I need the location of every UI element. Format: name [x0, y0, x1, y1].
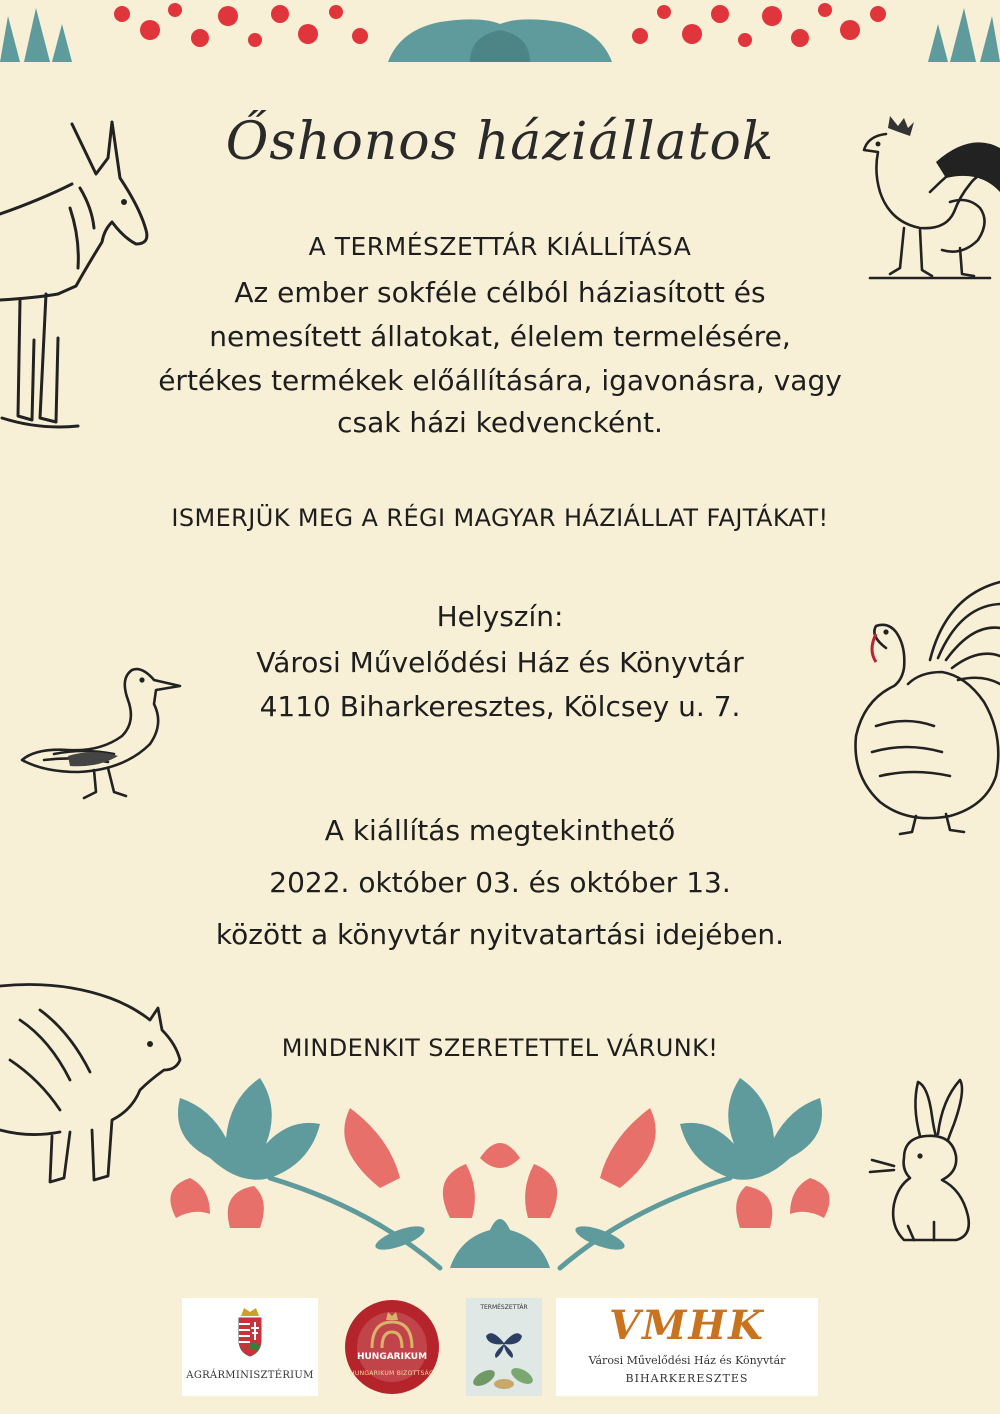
ministry-logo	[182, 1298, 318, 1396]
vmhk-mark: VMHK	[609, 1302, 765, 1349]
intro-line-4: csak házi kedvencként.	[337, 406, 663, 439]
rooster-hen-icon	[850, 112, 1000, 282]
schedule-line-1: A kiállítás megtekinthető	[324, 814, 676, 847]
book-title: TERMÉSZETTÁR	[480, 1304, 528, 1311]
hungarian-coat-of-arms-icon	[235, 1306, 265, 1358]
butterfly-icon	[484, 1328, 524, 1358]
exhibition-subtitle: A TERMÉSZETTÁR KIÁLLÍTÁSA	[308, 232, 692, 261]
book-cover-logo	[466, 1298, 542, 1396]
rabbit-icon	[864, 1076, 994, 1246]
vmhk-logo	[556, 1298, 818, 1396]
intro-line-1: Az ember sokféle célból háziasított és	[234, 276, 766, 309]
hungarikum-emblem-icon	[342, 1298, 442, 1396]
turkey-icon	[846, 576, 1000, 836]
hungarikum-label: HUNGARIKUM	[356, 1352, 428, 1362]
folk-flower-ornament	[150, 1068, 850, 1278]
donkey-icon	[0, 118, 160, 438]
venue-label: Helyszín:	[436, 600, 564, 633]
top-folk-border	[0, 0, 1000, 66]
poster-title: Őshonos háziállatok	[225, 112, 775, 172]
duck-icon	[14, 660, 184, 806]
venue-name: Városi Művelődési Ház és Könyvtár	[256, 646, 744, 679]
vmhk-name: Városi Művelődési Ház és Könyvtár	[588, 1354, 786, 1367]
intro-line-3: értékes termékek előállítására, igavonásra, vagy	[158, 364, 842, 397]
hungarikum-logo	[332, 1298, 452, 1396]
hungarikum-committee-label: HUNGARIKUM BIZOTTSÁG	[350, 1370, 434, 1377]
ministry-name: AGRÁRMINISZTÉRIUM	[186, 1370, 314, 1381]
call-to-action: ISMERJÜK MEG A RÉGI MAGYAR HÁZIÁLLAT FAJTÁKAT!	[171, 504, 829, 532]
intro-line-2: nemesített állatokat, élelem termelésére,	[209, 320, 791, 353]
venue-address: 4110 Biharkeresztes, Kölcsey u. 7.	[259, 690, 741, 723]
leaves-icon	[470, 1358, 538, 1392]
schedule-line-3: között a könyvtár nyitvatartási idejében.	[215, 918, 785, 951]
vmhk-city: BIHARKERESZTES	[625, 1372, 749, 1385]
schedule-line-2: 2022. október 03. és október 13.	[269, 866, 731, 899]
closing-invitation: MINDENKIT SZERETETTEL VÁRUNK!	[281, 1034, 719, 1062]
